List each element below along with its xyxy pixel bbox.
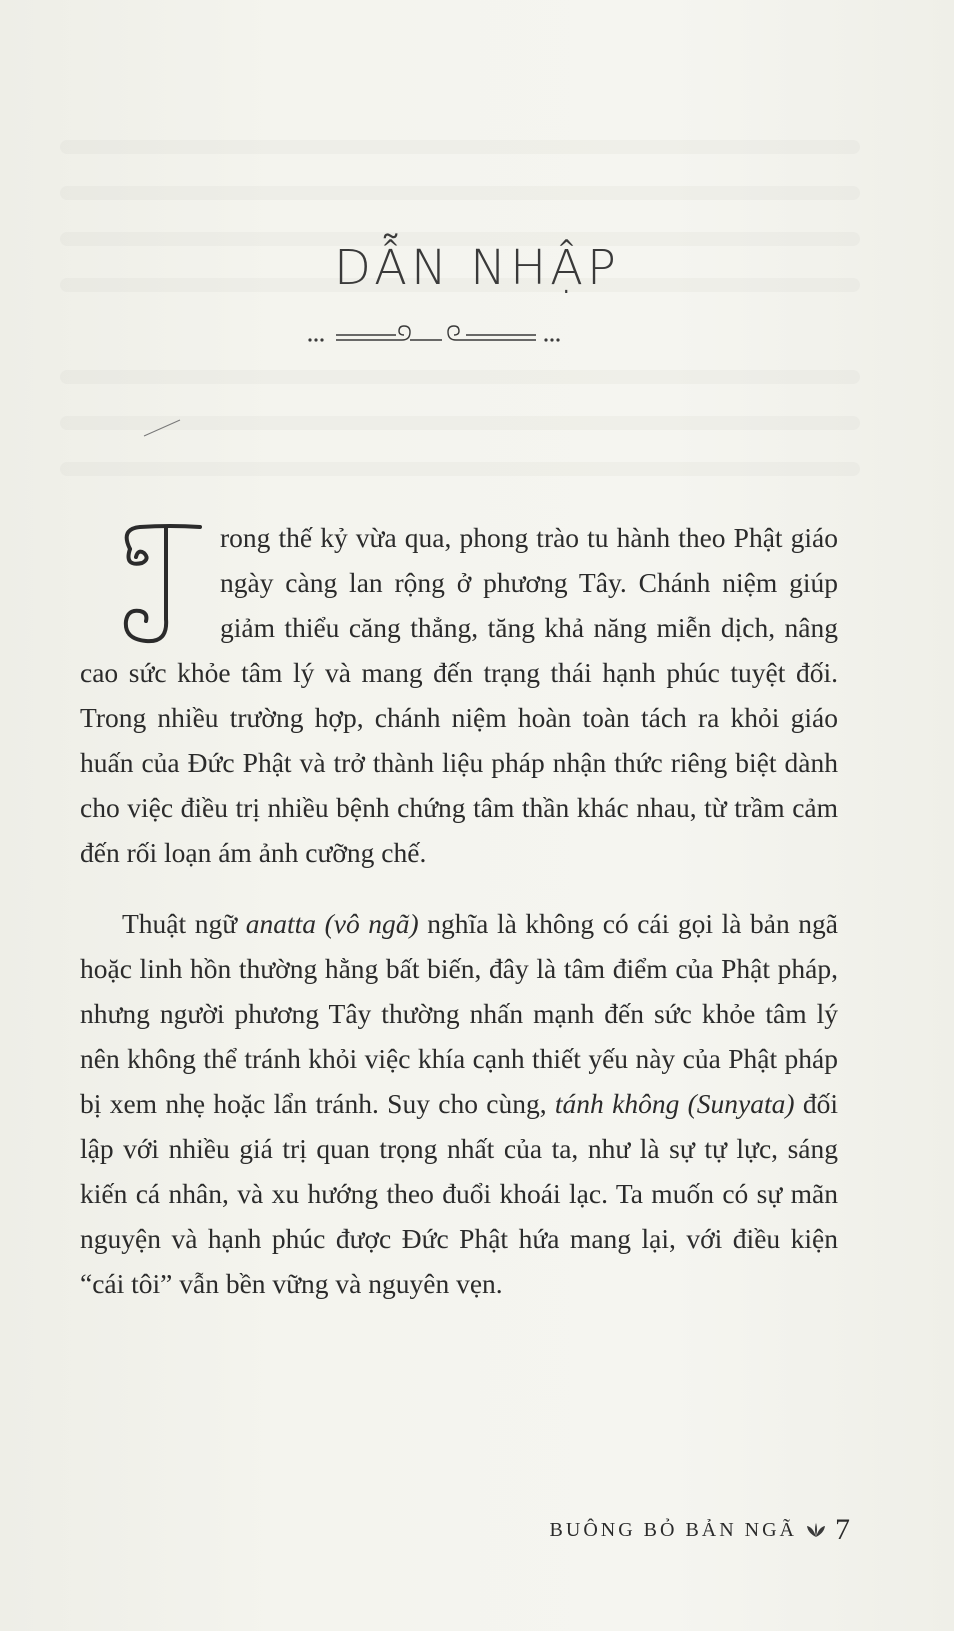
term-sunyata: tánh không (Sunyata) [554,1088,795,1119]
paragraph-1-text: rong thế kỷ vừa qua, phong trào tu hành theo Phật giáo ngày càng lan rộng ở phương Tây. Chánh niệm giúp giảm thiểu căng thẳng, tăng khả năng miễn dịch, nâng cao sức khỏe tâm lý và mang đến trạng thái hạnh phúc tuyệt đối. Trong nhiều trường hợp, chánh niệm hoàn toàn tách ra khỏi giáo huấn của Đức Phật và trở thành liệu pháp nhận thức riêng biệt dành cho việc điều trị nhiều bệnh chứng tâm thần khác nhau, từ trầm cảm đến rối loạn ám ảnh cưỡng chế. [80,522,838,868]
chapter-title: DẪN NHẬP [334,240,620,296]
leaf-icon [805,1521,827,1539]
paragraph-2: Thuật ngữ anatta (vô ngã) nghĩa là không có cái gọi là bản ngã hoặc linh hồn thường hằng bất biến, đây là tâm điểm của Phật pháp, nhưng người phương Tây thường nhấn mạnh đến sức khỏe tâm lý nên không thể tránh khỏi việc khía cạnh thiết yếu này của Phật pháp bị xem nhẹ hoặc lẩn tránh. Suy cho cùng, tánh không (Sunyata) đối lập với nhiều giá trị quan trọng nhất của ta, như là sự tự lực, sáng kiến cá nhân, và xu hướng theo đuổi khoái lạc. Ta muốn có sự mãn nguyện và hạnh phúc được Đức Phật hứa mang lại, với điều kiện “cái tôi” vẫn bền vững và nguyên vẹn. [80,908,838,1299]
page-footer [470,1510,850,1550]
svg-text:T: T [110,519,111,520]
bleed-through-line [60,370,860,384]
bleed-through-line [60,462,860,476]
scroll-divider-icon [306,318,586,348]
paragraph-1 [80,515,838,875]
bleed-through-line [60,140,860,154]
running-head: BUÔNG BỎ BẢN NGÃ [549,1518,797,1541]
body-text [80,515,838,1306]
bleed-through-line [60,186,860,200]
dropcap-t [110,519,206,649]
page-number: 7 [835,1513,850,1546]
ink-mark-icon [142,418,182,438]
term-anatta: anatta (vô ngã) [245,908,419,939]
